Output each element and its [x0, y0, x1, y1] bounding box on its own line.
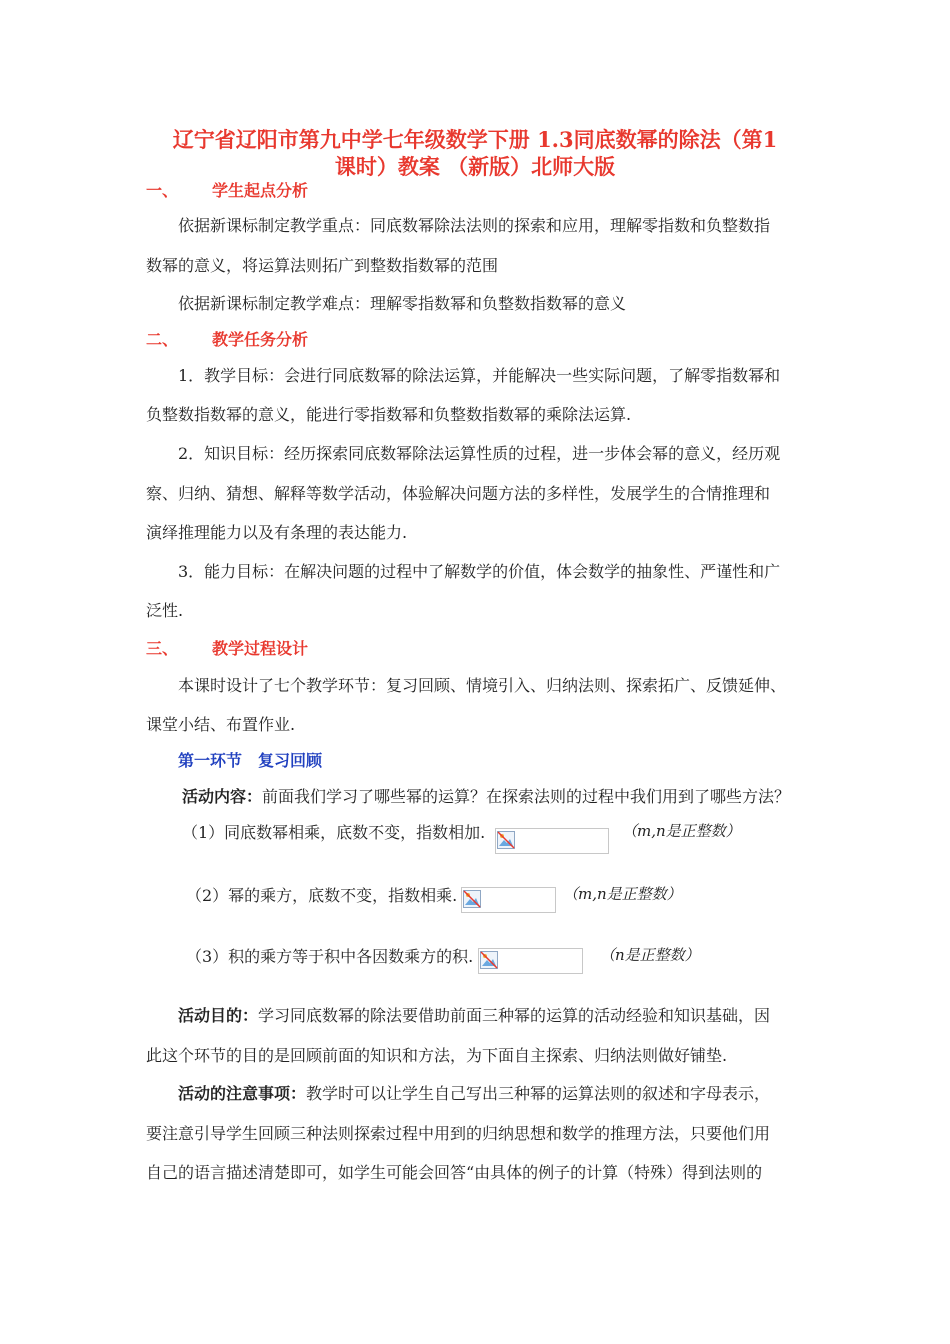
- review-item-1: （1）同底数幂相乘，底数不变，指数相加.: [182, 823, 486, 842]
- broken-image-icon: [497, 831, 515, 849]
- activity-purpose-line1: [178, 1003, 770, 1026]
- formula-image-1: [495, 828, 609, 854]
- activity-notes-label: 活动的注意事项：: [178, 1084, 307, 1103]
- s2-goal2-line1: 2．知识目标：经历探索同底数幂除法运算性质的过程，进一步体会幂的意义，经历观: [178, 444, 781, 463]
- section-1-heading: 学生起点分析: [212, 181, 309, 200]
- doc-title-line2: 课时）教案 （新版）北师大版: [334, 154, 616, 179]
- review-item-2: （2）幂的乘方，底数不变，指数相乘.: [186, 886, 458, 905]
- s1-para1-line1: 依据新课标制定教学重点：同底数幂除法法则的探索和应用，理解零指数和负整数指: [178, 216, 771, 235]
- s2-goal1-line1: 1．教学目标：会进行同底数幂的除法运算，并能解决一些实际问题，了解零指数幂和: [178, 366, 781, 385]
- review-item-2-note: （m,n是正整数）: [563, 885, 682, 903]
- s2-goal2-line2: 察、归纳、猜想、解释等数学活动，体验解决问题方法的多样性，发展学生的合情推理和: [146, 484, 771, 503]
- s2-goal1-line2: 负整数指数幂的意义，能进行零指数幂和负整数指数幂的乘除法运算.: [146, 405, 632, 424]
- stage-1-heading: 第一环节 复习回顾: [178, 751, 323, 770]
- s1-para2: 依据新课标制定教学难点：理解零指数幂和负整数指数幂的意义: [178, 294, 627, 313]
- activity-notes-line1: [178, 1081, 770, 1104]
- formula-image-3: [478, 948, 583, 974]
- section-2-heading: 教学任务分析: [212, 330, 309, 349]
- doc-title-line1: 辽宁省辽阳市第九中学七年级数学下册 1.3同底数幂的除法（第1: [172, 127, 778, 152]
- activity-purpose-text: 学习同底数幂的除法要借助前面三种幂的运算的活动经验和知识基础，因: [258, 1006, 771, 1025]
- s2-goal3-line2: 泛性.: [146, 601, 184, 620]
- review-item-3: （3）积的乘方等于积中各因数乘方的积.: [186, 947, 474, 966]
- formula-image-2: [461, 887, 556, 913]
- review-item-1-note: （m,n是正整数）: [622, 822, 741, 840]
- s1-para1-line2: 数幂的意义，将运算法则拓广到整数指数幂的范围: [146, 256, 499, 275]
- activity-purpose-label: 活动目的：: [178, 1006, 259, 1025]
- activity-content-label: 活动内容：: [182, 787, 263, 806]
- activity-content: [182, 784, 790, 807]
- s2-goal2-line3: 演绎推理能力以及有条理的表达能力.: [146, 523, 408, 542]
- activity-notes-text: 教学时可以让学生自己写出三种幂的运算法则的叙述和字母表示，: [306, 1084, 771, 1103]
- broken-image-icon: [463, 890, 481, 908]
- s3-para1-line1: 本课时设计了七个教学环节：复习回顾、情境引入、归纳法则、探索拓广、反馈延伸、: [178, 676, 787, 695]
- section-3-number: 三、: [146, 639, 179, 658]
- broken-image-icon: [480, 951, 498, 969]
- activity-notes-line2: 要注意引导学生回顾三种法则探索过程中用到的归纳思想和数学的推理方法，只要他们用: [146, 1124, 771, 1143]
- s2-goal3-line1: 3．能力目标：在解决问题的过程中了解数学的价值，体会数学的抽象性、严谨性和广: [178, 562, 781, 581]
- section-1-number: 一、: [146, 181, 179, 200]
- review-item-3-note: （n是正整数）: [600, 946, 700, 964]
- s3-para1-line2: 课堂小结、布置作业.: [146, 715, 296, 734]
- activity-purpose-line2: 此这个环节的目的是回顾前面的知识和方法，为下面自主探索、归纳法则做好铺垫.: [146, 1046, 728, 1065]
- section-3-heading: 教学过程设计: [212, 639, 309, 658]
- activity-content-text: 前面我们学习了哪些幂的运算？在探索法则的过程中我们用到了哪些方法？: [262, 787, 791, 806]
- activity-notes-line3: 自己的语言描述清楚即可，如学生可能会回答“由具体的例子的计算（特殊）得到法则的: [146, 1163, 763, 1182]
- section-2-number: 二、: [146, 330, 179, 349]
